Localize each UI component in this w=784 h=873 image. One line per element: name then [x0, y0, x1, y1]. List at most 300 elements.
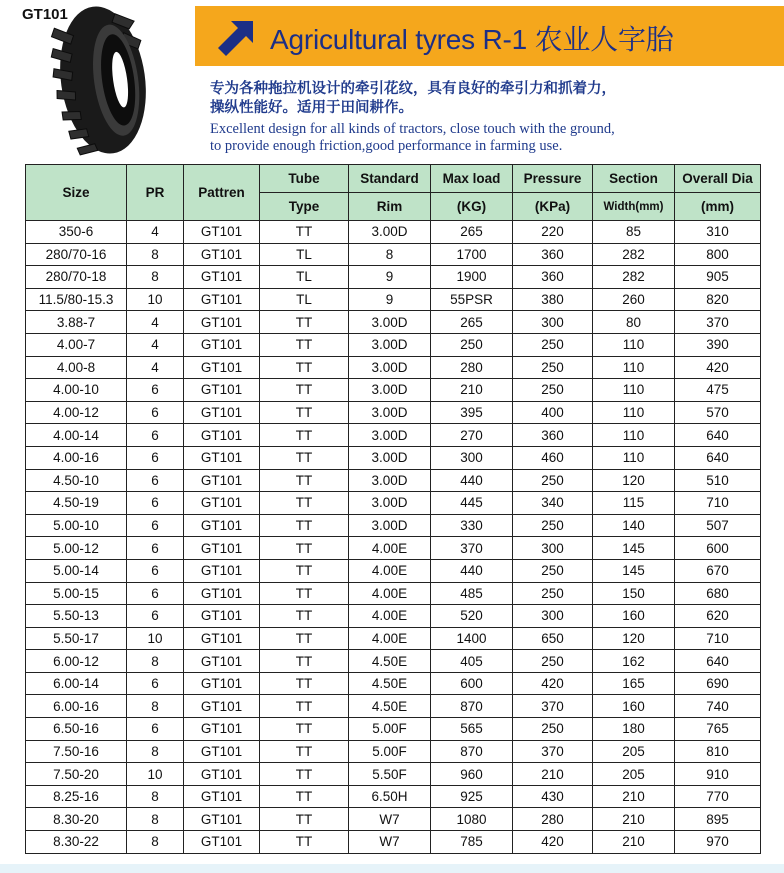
header-mm: (mm) — [675, 193, 761, 221]
rim-cell: 3.00D — [349, 424, 431, 447]
pressure-cell: 420 — [513, 672, 593, 695]
size-cell: 7.50-20 — [26, 763, 127, 786]
tube-type-cell: TT — [260, 492, 349, 515]
rim-cell: 3.00D — [349, 401, 431, 424]
pattren-cell: GT101 — [184, 582, 260, 605]
tube-type-cell: TT — [260, 514, 349, 537]
rim-cell: W7 — [349, 831, 431, 854]
size-cell: 350-6 — [26, 221, 127, 244]
header-pattren: Pattren — [184, 165, 260, 221]
pr-cell: 6 — [127, 424, 184, 447]
header-kpa: (KPa) — [513, 193, 593, 221]
rim-cell: 3.00D — [349, 311, 431, 334]
pressure-cell: 250 — [513, 718, 593, 741]
max-load-cell: 520 — [431, 605, 513, 628]
pr-cell: 8 — [127, 650, 184, 673]
pressure-cell: 650 — [513, 627, 593, 650]
pr-cell: 8 — [127, 266, 184, 289]
overall-dia-cell: 895 — [675, 808, 761, 831]
header-pressure: Pressure — [513, 165, 593, 193]
size-cell: 7.50-16 — [26, 740, 127, 763]
tube-type-cell: TT — [260, 221, 349, 244]
spec-table-body — [26, 221, 761, 854]
table-row — [26, 831, 761, 854]
size-cell: 4.00-16 — [26, 446, 127, 469]
rim-cell: 3.00D — [349, 446, 431, 469]
rim-cell: 5.00F — [349, 718, 431, 741]
section-width-cell: 180 — [593, 718, 675, 741]
tube-type-cell: TT — [260, 740, 349, 763]
table-row — [26, 740, 761, 763]
overall-dia-cell: 820 — [675, 288, 761, 311]
pattren-cell: GT101 — [184, 356, 260, 379]
pressure-cell: 400 — [513, 401, 593, 424]
section-width-cell: 85 — [593, 221, 675, 244]
size-cell: 8.25-16 — [26, 785, 127, 808]
size-cell: 5.00-12 — [26, 537, 127, 560]
tube-type-cell: TL — [260, 288, 349, 311]
size-cell: 5.50-17 — [26, 627, 127, 650]
pattren-cell: GT101 — [184, 559, 260, 582]
size-cell: 3.88-7 — [26, 311, 127, 334]
overall-dia-cell: 710 — [675, 627, 761, 650]
overall-dia-cell: 680 — [675, 582, 761, 605]
section-width-cell: 150 — [593, 582, 675, 605]
tube-type-cell: TT — [260, 379, 349, 402]
tube-type-cell: TT — [260, 424, 349, 447]
table-row — [26, 333, 761, 356]
table-row — [26, 537, 761, 560]
max-load-cell: 395 — [431, 401, 513, 424]
max-load-cell: 265 — [431, 311, 513, 334]
header-overall: Overall Dia — [675, 165, 761, 193]
rim-cell: 3.00D — [349, 356, 431, 379]
rim-cell: 9 — [349, 266, 431, 289]
overall-dia-cell: 310 — [675, 221, 761, 244]
pr-cell: 8 — [127, 808, 184, 831]
section-width-cell: 110 — [593, 446, 675, 469]
size-cell: 4.00-12 — [26, 401, 127, 424]
tube-type-cell: TT — [260, 831, 349, 854]
tube-type-cell: TT — [260, 808, 349, 831]
title-banner — [195, 6, 784, 66]
pressure-cell: 460 — [513, 446, 593, 469]
pr-cell: 4 — [127, 356, 184, 379]
tube-type-cell: TL — [260, 243, 349, 266]
section-width-cell: 210 — [593, 831, 675, 854]
overall-dia-cell: 770 — [675, 785, 761, 808]
pattren-cell: GT101 — [184, 514, 260, 537]
size-cell: 8.30-22 — [26, 831, 127, 854]
section-width-cell: 160 — [593, 605, 675, 628]
section-width-cell: 210 — [593, 808, 675, 831]
max-load-cell: 300 — [431, 446, 513, 469]
header-rim: Rim — [349, 193, 431, 221]
overall-dia-cell: 640 — [675, 446, 761, 469]
pattren-cell: GT101 — [184, 424, 260, 447]
table-row — [26, 672, 761, 695]
pr-cell: 4 — [127, 221, 184, 244]
max-load-cell: 210 — [431, 379, 513, 402]
table-row — [26, 650, 761, 673]
pressure-cell: 280 — [513, 808, 593, 831]
pressure-cell: 220 — [513, 221, 593, 244]
max-load-cell: 250 — [431, 333, 513, 356]
pattren-cell: GT101 — [184, 831, 260, 854]
tube-type-cell: TT — [260, 763, 349, 786]
max-load-cell: 870 — [431, 695, 513, 718]
description-english-line: Excellent design for all kinds of tractors, close touch with the ground, — [210, 121, 615, 137]
pattren-cell: GT101 — [184, 311, 260, 334]
rim-cell: 9 — [349, 288, 431, 311]
table-row — [26, 605, 761, 628]
pressure-cell: 360 — [513, 266, 593, 289]
table-row — [26, 492, 761, 515]
tube-type-cell: TT — [260, 356, 349, 379]
max-load-cell: 265 — [431, 221, 513, 244]
pattren-cell: GT101 — [184, 785, 260, 808]
overall-dia-cell: 800 — [675, 243, 761, 266]
table-row — [26, 718, 761, 741]
section-width-cell: 205 — [593, 763, 675, 786]
section-width-cell: 165 — [593, 672, 675, 695]
pr-cell: 10 — [127, 763, 184, 786]
size-cell: 4.00-14 — [26, 424, 127, 447]
pr-cell: 6 — [127, 514, 184, 537]
header-pr: PR — [127, 165, 184, 221]
header-tube: Tube — [260, 165, 349, 193]
table-row — [26, 559, 761, 582]
pressure-cell: 250 — [513, 469, 593, 492]
pressure-cell: 380 — [513, 288, 593, 311]
pattren-cell: GT101 — [184, 266, 260, 289]
pressure-cell: 360 — [513, 243, 593, 266]
pattren-cell: GT101 — [184, 333, 260, 356]
table-row — [26, 469, 761, 492]
pr-cell: 6 — [127, 672, 184, 695]
table-row — [26, 379, 761, 402]
header-standard: Standard — [349, 165, 431, 193]
overall-dia-cell: 600 — [675, 537, 761, 560]
max-load-cell: 370 — [431, 537, 513, 560]
overall-dia-cell: 640 — [675, 424, 761, 447]
table-row — [26, 221, 761, 244]
pattren-cell: GT101 — [184, 740, 260, 763]
rim-cell: W7 — [349, 808, 431, 831]
overall-dia-cell: 690 — [675, 672, 761, 695]
rim-cell: 4.00E — [349, 537, 431, 560]
pattren-cell: GT101 — [184, 243, 260, 266]
rim-cell: 3.00D — [349, 333, 431, 356]
pressure-cell: 250 — [513, 559, 593, 582]
table-row — [26, 514, 761, 537]
table-header-row — [26, 165, 761, 193]
tractor-tyre-icon — [28, 2, 178, 157]
tube-type-cell: TT — [260, 582, 349, 605]
rim-cell: 4.00E — [349, 582, 431, 605]
max-load-cell: 785 — [431, 831, 513, 854]
section-width-cell: 162 — [593, 650, 675, 673]
table-row — [26, 424, 761, 447]
max-load-cell: 1400 — [431, 627, 513, 650]
tube-type-cell: TT — [260, 469, 349, 492]
overall-dia-cell: 370 — [675, 311, 761, 334]
size-cell: 11.5/80-15.3 — [26, 288, 127, 311]
pressure-cell: 250 — [513, 356, 593, 379]
overall-dia-cell: 740 — [675, 695, 761, 718]
max-load-cell: 330 — [431, 514, 513, 537]
pr-cell: 8 — [127, 785, 184, 808]
max-load-cell: 1080 — [431, 808, 513, 831]
pressure-cell: 250 — [513, 333, 593, 356]
max-load-cell: 565 — [431, 718, 513, 741]
pr-cell: 10 — [127, 627, 184, 650]
size-cell: 5.50-13 — [26, 605, 127, 628]
rim-cell: 3.00D — [349, 221, 431, 244]
pr-cell: 6 — [127, 401, 184, 424]
size-cell: 4.00-7 — [26, 333, 127, 356]
pr-cell: 6 — [127, 492, 184, 515]
section-width-cell: 145 — [593, 559, 675, 582]
tube-type-cell: TT — [260, 672, 349, 695]
description-english-line: to provide enough friction,good performance in farming use. — [210, 138, 563, 154]
overall-dia-cell: 620 — [675, 605, 761, 628]
overall-dia-cell: 390 — [675, 333, 761, 356]
size-cell: 280/70-16 — [26, 243, 127, 266]
header-section: Section — [593, 165, 675, 193]
header-kg: (KG) — [431, 193, 513, 221]
pattren-cell: GT101 — [184, 650, 260, 673]
max-load-cell: 55PSR — [431, 288, 513, 311]
spec-table — [25, 164, 761, 854]
section-width-cell: 110 — [593, 333, 675, 356]
pattren-cell: GT101 — [184, 695, 260, 718]
max-load-cell: 485 — [431, 582, 513, 605]
size-cell: 5.00-15 — [26, 582, 127, 605]
pattren-cell: GT101 — [184, 605, 260, 628]
pressure-cell: 370 — [513, 740, 593, 763]
max-load-cell: 870 — [431, 740, 513, 763]
pattren-cell: GT101 — [184, 446, 260, 469]
pressure-cell: 250 — [513, 514, 593, 537]
max-load-cell: 405 — [431, 650, 513, 673]
rim-cell: 5.50F — [349, 763, 431, 786]
model-label: GT101 — [22, 6, 68, 23]
pressure-cell: 300 — [513, 311, 593, 334]
size-cell: 6.00-12 — [26, 650, 127, 673]
tube-type-cell: TT — [260, 605, 349, 628]
section-width-cell: 120 — [593, 469, 675, 492]
tube-type-cell: TT — [260, 559, 349, 582]
pr-cell: 6 — [127, 605, 184, 628]
pr-cell: 6 — [127, 582, 184, 605]
section-width-cell: 110 — [593, 356, 675, 379]
pr-cell: 6 — [127, 559, 184, 582]
tube-type-cell: TT — [260, 401, 349, 424]
size-cell: 4.50-10 — [26, 469, 127, 492]
pressure-cell: 430 — [513, 785, 593, 808]
pr-cell: 10 — [127, 288, 184, 311]
table-row — [26, 243, 761, 266]
pressure-cell: 300 — [513, 605, 593, 628]
max-load-cell: 270 — [431, 424, 513, 447]
header-size: Size — [26, 165, 127, 221]
pressure-cell: 250 — [513, 582, 593, 605]
table-row — [26, 695, 761, 718]
section-width-cell: 115 — [593, 492, 675, 515]
description-chinese-line: 操纵性能好。适用于田间耕作。 — [210, 100, 413, 116]
overall-dia-cell: 765 — [675, 718, 761, 741]
pressure-cell: 300 — [513, 537, 593, 560]
pattren-cell: GT101 — [184, 763, 260, 786]
pattren-cell: GT101 — [184, 492, 260, 515]
tube-type-cell: TT — [260, 650, 349, 673]
size-cell: 6.00-16 — [26, 695, 127, 718]
overall-dia-cell: 670 — [675, 559, 761, 582]
table-row — [26, 266, 761, 289]
tube-type-cell: TT — [260, 695, 349, 718]
section-width-cell: 110 — [593, 424, 675, 447]
overall-dia-cell: 640 — [675, 650, 761, 673]
section-width-cell: 260 — [593, 288, 675, 311]
section-width-cell: 110 — [593, 401, 675, 424]
description-chinese-line: 专为各种拖拉机设计的牵引花纹，具有良好的牵引力和抓着力， — [210, 81, 616, 97]
overall-dia-cell: 475 — [675, 379, 761, 402]
table-row — [26, 446, 761, 469]
tube-type-cell: TT — [260, 785, 349, 808]
tube-type-cell: TT — [260, 537, 349, 560]
table-row — [26, 763, 761, 786]
size-cell: 6.50-16 — [26, 718, 127, 741]
max-load-cell: 925 — [431, 785, 513, 808]
pattren-cell: GT101 — [184, 537, 260, 560]
max-load-cell: 445 — [431, 492, 513, 515]
rim-cell: 3.00D — [349, 514, 431, 537]
overall-dia-cell: 810 — [675, 740, 761, 763]
pressure-cell: 250 — [513, 650, 593, 673]
tube-type-cell: TT — [260, 627, 349, 650]
overall-dia-cell: 510 — [675, 469, 761, 492]
pattren-cell: GT101 — [184, 469, 260, 492]
rim-cell: 4.00E — [349, 559, 431, 582]
size-cell: 280/70-18 — [26, 266, 127, 289]
pattren-cell: GT101 — [184, 627, 260, 650]
rim-cell: 3.00D — [349, 469, 431, 492]
pr-cell: 6 — [127, 718, 184, 741]
pr-cell: 6 — [127, 446, 184, 469]
description-english — [210, 121, 780, 155]
table-row — [26, 356, 761, 379]
max-load-cell: 600 — [431, 672, 513, 695]
rim-cell: 6.50H — [349, 785, 431, 808]
pr-cell: 4 — [127, 333, 184, 356]
max-load-cell: 440 — [431, 469, 513, 492]
pr-cell: 8 — [127, 243, 184, 266]
pattren-cell: GT101 — [184, 288, 260, 311]
overall-dia-cell: 905 — [675, 266, 761, 289]
header-type: Type — [260, 193, 349, 221]
section-width-cell: 120 — [593, 627, 675, 650]
pattren-cell: GT101 — [184, 379, 260, 402]
table-row — [26, 288, 761, 311]
table-row — [26, 627, 761, 650]
pressure-cell: 250 — [513, 379, 593, 402]
max-load-cell: 440 — [431, 559, 513, 582]
pattren-cell: GT101 — [184, 672, 260, 695]
pr-cell: 8 — [127, 831, 184, 854]
tube-type-cell: TT — [260, 446, 349, 469]
pressure-cell: 360 — [513, 424, 593, 447]
pressure-cell: 370 — [513, 695, 593, 718]
pr-cell: 6 — [127, 537, 184, 560]
section-width-cell: 282 — [593, 266, 675, 289]
pr-cell: 6 — [127, 379, 184, 402]
section-width-cell: 160 — [593, 695, 675, 718]
pr-cell: 6 — [127, 469, 184, 492]
pressure-cell: 420 — [513, 831, 593, 854]
overall-dia-cell: 710 — [675, 492, 761, 515]
description-chinese — [210, 80, 780, 118]
max-load-cell: 960 — [431, 763, 513, 786]
table-row — [26, 401, 761, 424]
size-cell: 4.50-19 — [26, 492, 127, 515]
header-width: Width(mm) — [593, 193, 675, 221]
rim-cell: 4.50E — [349, 695, 431, 718]
rim-cell: 3.00D — [349, 379, 431, 402]
rim-cell: 4.00E — [349, 627, 431, 650]
overall-dia-cell: 570 — [675, 401, 761, 424]
size-cell: 4.00-8 — [26, 356, 127, 379]
section-width-cell: 80 — [593, 311, 675, 334]
size-cell: 5.00-14 — [26, 559, 127, 582]
tube-type-cell: TT — [260, 718, 349, 741]
overall-dia-cell: 970 — [675, 831, 761, 854]
rim-cell: 4.00E — [349, 605, 431, 628]
section-width-cell: 140 — [593, 514, 675, 537]
header-maxload: Max load — [431, 165, 513, 193]
arrow-up-right-icon — [217, 19, 255, 57]
rim-cell: 5.00F — [349, 740, 431, 763]
size-cell: 6.00-14 — [26, 672, 127, 695]
max-load-cell: 1700 — [431, 243, 513, 266]
section-width-cell: 282 — [593, 243, 675, 266]
overall-dia-cell: 910 — [675, 763, 761, 786]
overall-dia-cell: 420 — [675, 356, 761, 379]
table-row — [26, 582, 761, 605]
rim-cell: 3.00D — [349, 492, 431, 515]
rim-cell: 8 — [349, 243, 431, 266]
section-width-cell: 110 — [593, 379, 675, 402]
table-row — [26, 311, 761, 334]
rim-cell: 4.50E — [349, 650, 431, 673]
size-cell: 4.00-10 — [26, 379, 127, 402]
bottom-strip — [0, 864, 784, 873]
overall-dia-cell: 507 — [675, 514, 761, 537]
max-load-cell: 1900 — [431, 266, 513, 289]
pr-cell: 4 — [127, 311, 184, 334]
page-title: Agricultural tyres R-1 农业人字胎 — [270, 24, 674, 55]
pressure-cell: 210 — [513, 763, 593, 786]
tube-type-cell: TT — [260, 311, 349, 334]
section-width-cell: 205 — [593, 740, 675, 763]
table-row — [26, 808, 761, 831]
max-load-cell: 280 — [431, 356, 513, 379]
rim-cell: 4.50E — [349, 672, 431, 695]
pattren-cell: GT101 — [184, 221, 260, 244]
table-row — [26, 785, 761, 808]
pr-cell: 8 — [127, 695, 184, 718]
section-width-cell: 145 — [593, 537, 675, 560]
